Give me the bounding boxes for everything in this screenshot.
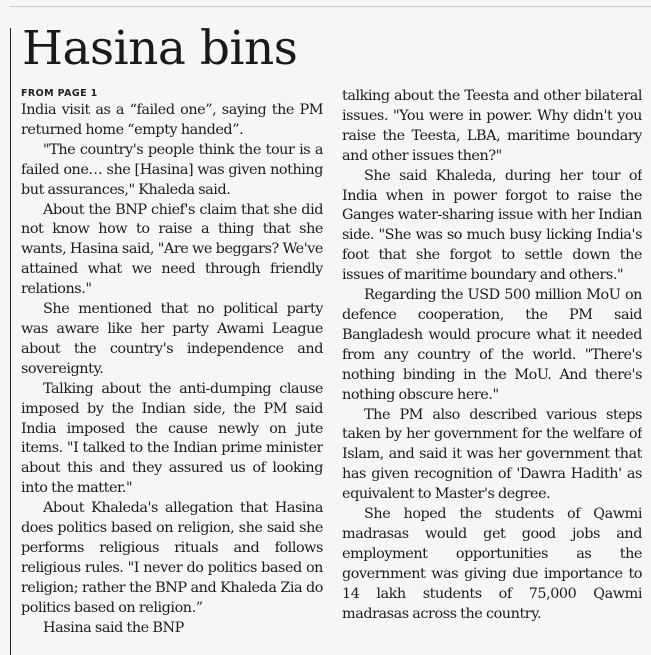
paragraph: Regarding the USD 500 million MoU on defence cooperation, the PM said Bangladesh would procure what it needed from any country of the world. "There's nothing binding in the MoU. And there's nothing obscure here." [342, 287, 642, 403]
paragraph: Talking about the anti-dumping clause imposed by the Indian side, the PM said India imposed the cause newly on jute items. "I talked to the Indian prime minister about this and they assured us of looking into the matter." [21, 380, 323, 497]
left-column [21, 87, 323, 638]
paragraph: About the BNP chief's claim that she did not know how to raise a thing that she wants, Hasina said, "Are we beggars? We've attained what we need through friendly relations." [21, 201, 323, 298]
kicker: FROM PAGE 1 [21, 88, 98, 99]
column-rule [10, 28, 11, 655]
paragraph: "The country's people think the tour is a failed one… she [Hasina] was given nothing but assurances," Khaleda said. [21, 141, 323, 198]
paragraph: talking about the Teesta and other bilateral issues. "You were in power. Why didn't you raise the Teesta, LBA, maritime boundary and other issues then?" [342, 88, 642, 164]
paragraph: She said Khaleda, during her tour of India when in power forgot to raise the Ganges water-sharing issue with her Indian side. "She was so much busy licking India's foot that she forgot to settle down the issues of maritime boundary and others." [342, 167, 642, 284]
paragraph: Hasina said the BNP [43, 619, 184, 636]
right-column-clip [342, 0, 642, 655]
headline: Hasina bins [22, 21, 298, 76]
right-column [342, 87, 642, 624]
paragraph: She hoped the students of Qawmi madrasas would get good jobs and employment opportunities as the government was giving due importance to 14 lakh students of 75,000 Qawmi madrasas across the country. [342, 506, 642, 622]
paragraph: About Khaleda's allegation that Hasina does politics based on religion, she said she performs religious rituals and follows religious rules. "I never do politics based on religion; rather the BNP and Khaleda Zia do politics based on religion.” [21, 500, 323, 616]
left-column-clip [21, 0, 323, 655]
paragraph: India visit as a “failed one”, saying the PM returned home “empty handed”. [21, 102, 323, 138]
paragraph: The PM also described various steps taken by her government for the welfare of Islam, and said it was her government that has given recognition of 'Dawra Hadith' as equivalent to Master's degree. [342, 406, 642, 503]
paragraph: She mentioned that no political party was aware like her party Awami League about the country's independence and sovereignty. [21, 301, 323, 377]
